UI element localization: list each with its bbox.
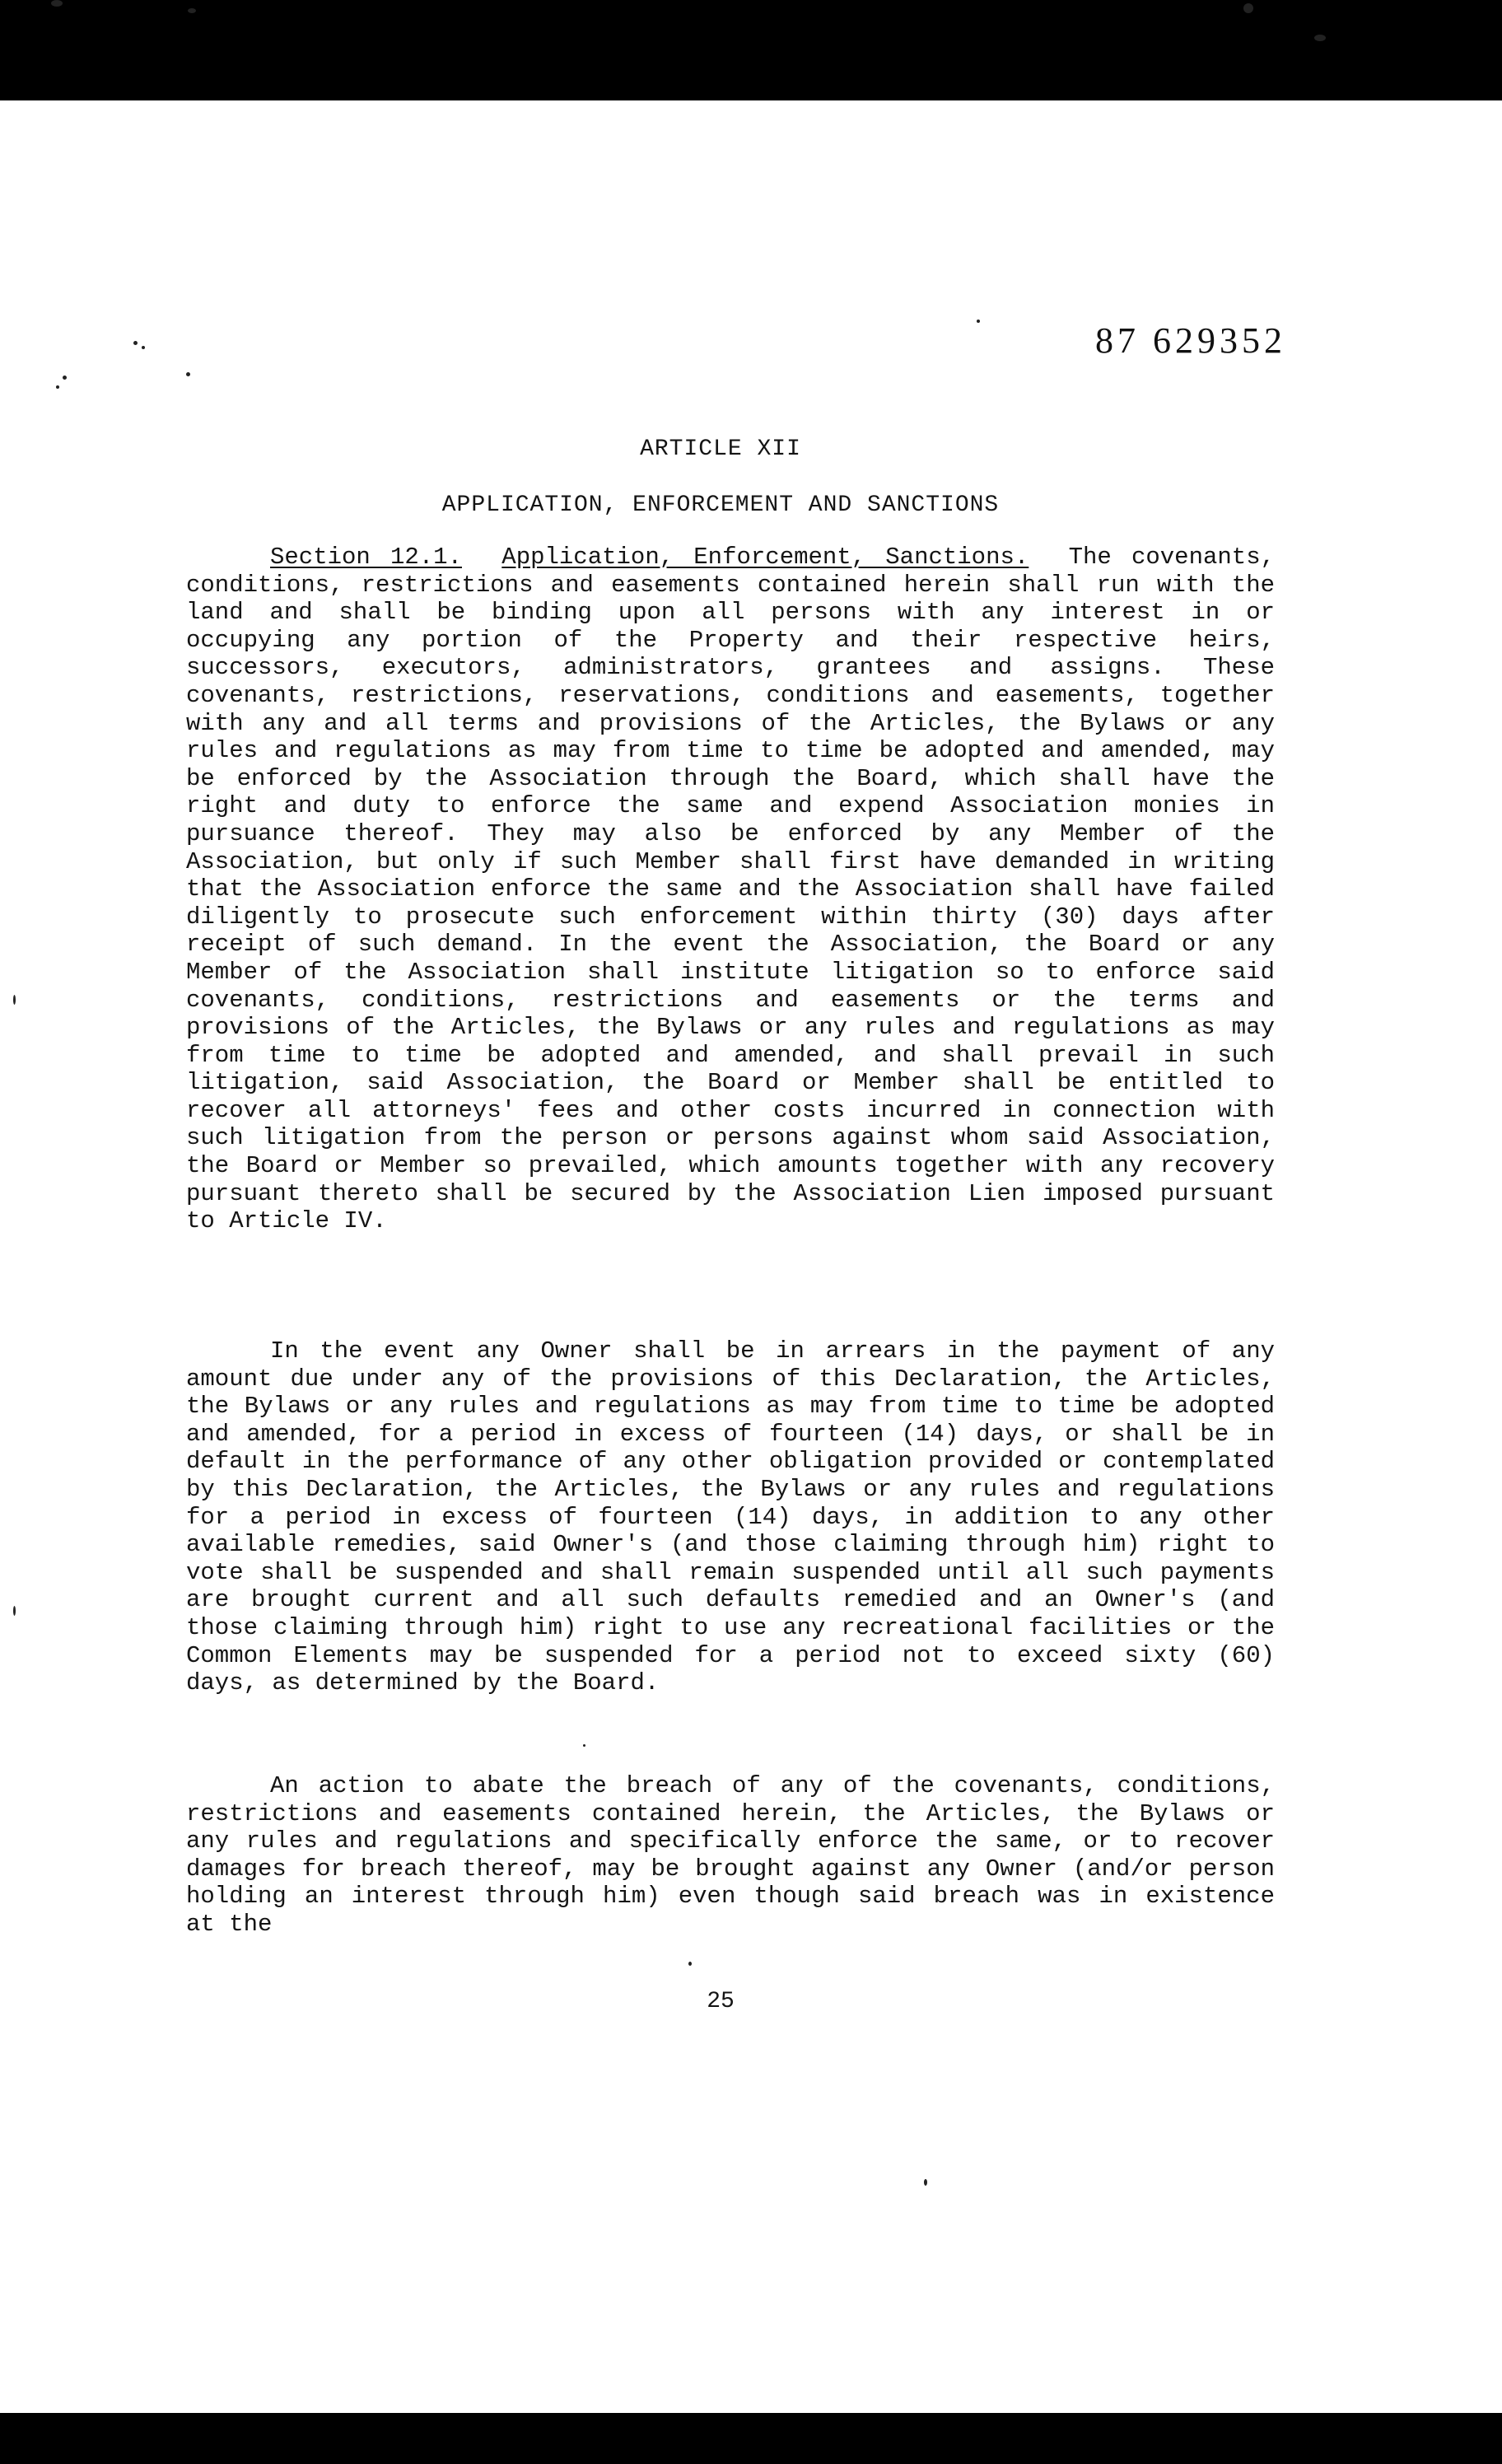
scan-speck bbox=[63, 376, 67, 380]
article-subtitle: APPLICATION, ENFORCEMENT AND SANCTIONS bbox=[441, 492, 1000, 518]
article-title: ARTICLE XII bbox=[640, 436, 801, 462]
scan-speck bbox=[13, 1606, 16, 1616]
scan-speck bbox=[583, 1744, 585, 1747]
section-heading: Application, Enforcement, Sanctions. bbox=[501, 544, 1029, 571]
scan-speck bbox=[1243, 3, 1253, 13]
scan-border-top bbox=[0, 0, 1502, 100]
scan-speck bbox=[51, 0, 63, 7]
document-number: 87 629352 bbox=[1095, 320, 1286, 361]
scan-speck bbox=[924, 2179, 927, 2186]
page-number: 25 bbox=[707, 1989, 735, 2014]
scan-speck bbox=[688, 1962, 692, 1966]
scan-border-bottom bbox=[0, 2413, 1502, 2464]
paragraph-text: The covenants, conditions, restrictions and easements contained herein shall run with the land and shall be binding upon all persons with any interest in or occupying any portion of the Property and their respective heirs, successors, executors, administrators, grantees and assigns. These covenants, restrictions, reservations, conditions and easements, together with any and all terms and provisions of the Articles, the Bylaws or any rules and regulations as may from time to time be adopted and amended, may be enforced by the Association through the Board, which shall have the right and duty to enforce the same and expend Association monies in pursuance thereof. They may also be enforced by any Member of the Association, but only if such Member shall first have demanded in writing that the Association enforce the same and the Association shall have failed diligently to prosecute such enforcement within thirty (30) days after receipt of such demand. In the event the Association, the Board or any Member of the Association shall institute litigation so to enforce said covenants, conditions, restrictions and easements or the terms and provisions of the Articles, the Bylaws or any rules and regulations as may from time to time be adopted and amended, and shall prevail in such litigation, said Association, the Board or Member shall be entitled to recover all attorneys' fees and other costs incurred in connection with such litigation from the person or persons against whom said Association, the Board or Member so prevailed, which amounts together with any recovery pursuant thereto shall be secured by the Association Lien imposed pursuant to Article IV. bbox=[186, 544, 1275, 1235]
section-12-1-paragraph bbox=[186, 544, 1275, 1235]
section-number: Section 12.1. bbox=[270, 544, 462, 571]
scan-speck bbox=[133, 341, 138, 345]
scan-speck bbox=[1314, 35, 1326, 41]
scan-speck bbox=[13, 995, 16, 1005]
scan-speck bbox=[186, 372, 190, 376]
scan-speck bbox=[977, 320, 980, 323]
scan-speck bbox=[56, 385, 59, 389]
body-paragraph: In the event any Owner shall be in arrears in the payment of any amount due under any of the provisions of this Declaration, the Articles, the Bylaws or any rules and regulations as may from time to time be adopted and amended, for a period in excess of fourteen (14) days, or shall be in default in the performance of any other obligation provided or contemplated by this Declaration, the Articles, the Bylaws or any rules and regulations for a period in excess of fourteen (14) days, in addition to any other available remedies, said Owner's (and those claiming through him) right to vote shall be suspended and shall remain suspended until all such payments are brought current and all such defaults remedied and an Owner's (and those claiming through him) right to use any recreational facilities or the Common Elements may be suspended for a period not to exceed sixty (60) days, as determined by the Board. bbox=[186, 1337, 1275, 1697]
body-paragraph: An action to abate the breach of any of the covenants, conditions, restrictions and easements contained herein, the Articles, the Bylaws or any rules and regulations and specifically enforce the same, or to recover damages for breach thereof, may be brought against any Owner (and/or person holding an interest through him) even though said breach was in existence at the bbox=[186, 1772, 1275, 1938]
scan-speck bbox=[188, 8, 196, 13]
scan-speck bbox=[142, 346, 145, 349]
